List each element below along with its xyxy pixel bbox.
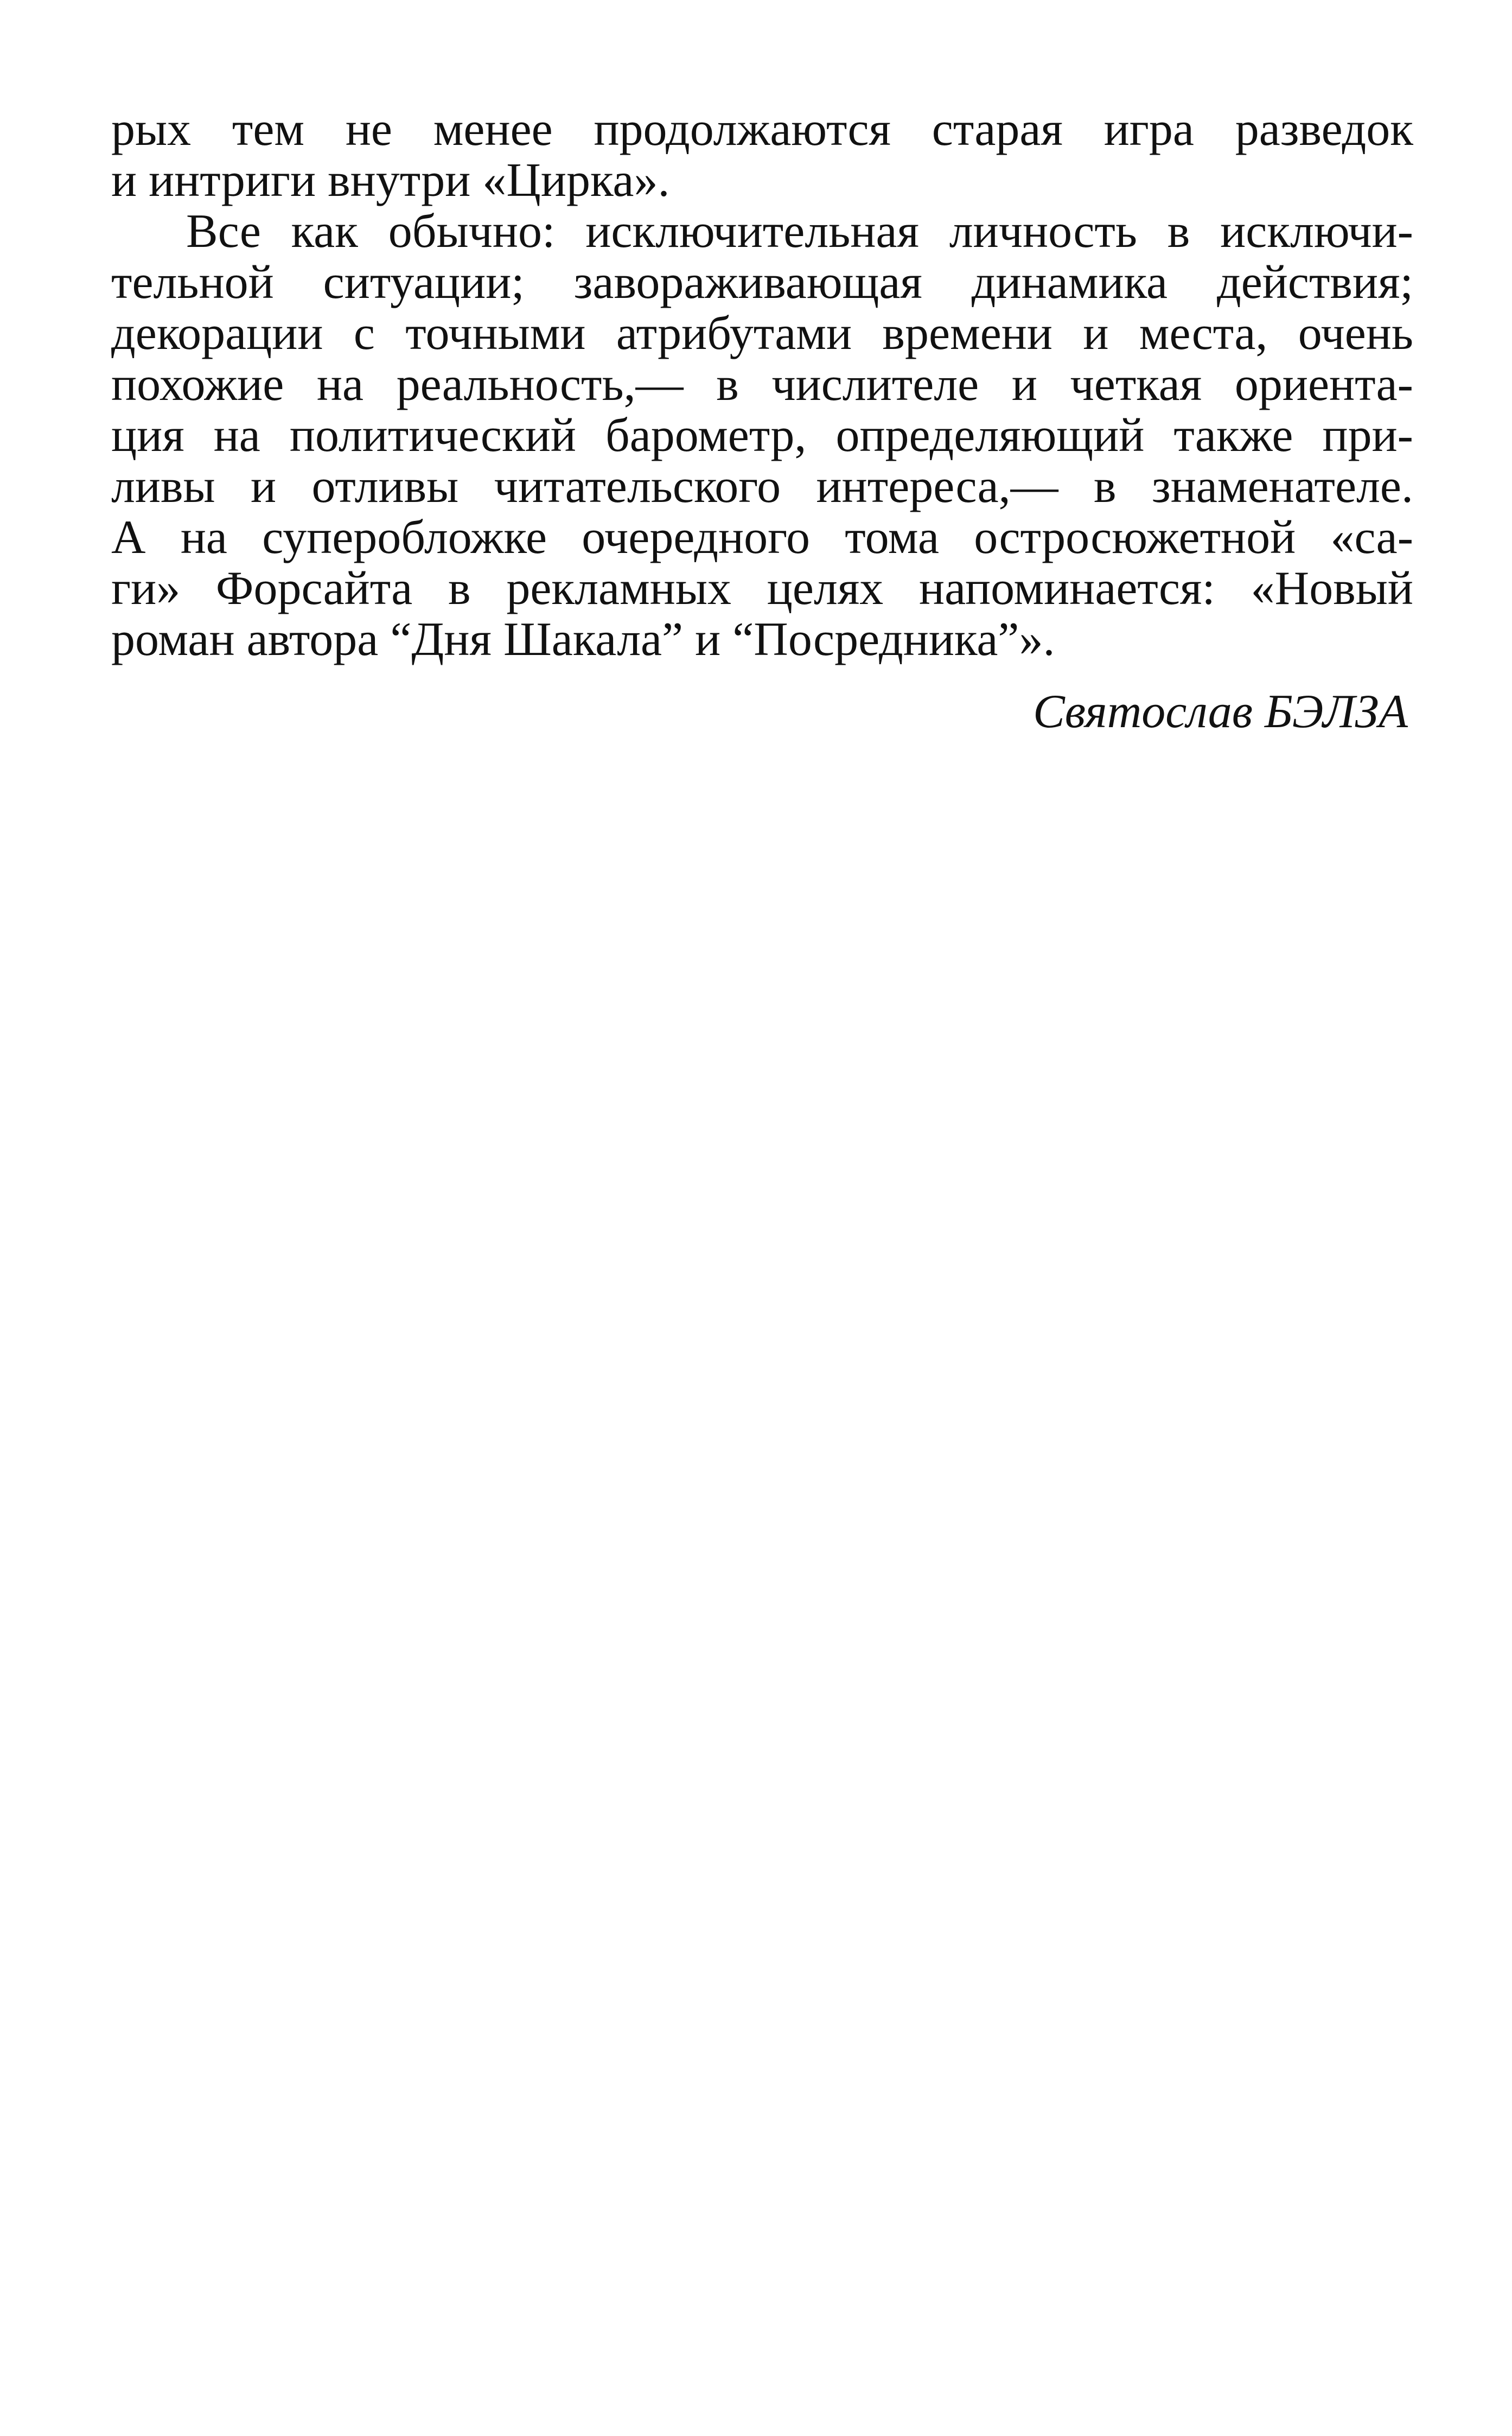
author-signature: Святослав БЭЛЗА: [1033, 685, 1408, 738]
text-line: А на суперобложке очередного тома остросюжетной «са-: [111, 511, 1413, 564]
text-line: декорации с точными атрибутами времени и места, очень: [111, 307, 1413, 360]
text-line: ги» Форсайта в рекламных целях напоминается: «Новый: [111, 562, 1413, 615]
text-line: похожие на реальность,— в числителе и четкая ориента-: [111, 358, 1413, 411]
text-line: и интриги внутри «Цирка».: [111, 154, 670, 207]
text-line: ция на политический барометр, определяющий также при-: [111, 409, 1413, 462]
text-line: ливы и отливы читательского интереса,— в знаменателе.: [111, 460, 1413, 513]
text-line: роман автора “Дня Шакала” и “Посредника”».: [111, 613, 1055, 666]
text-line: тельной ситуации; завораживающая динамика действия;: [111, 256, 1413, 309]
text-line: Все как обычно: исключительная личность в исключи-: [186, 205, 1413, 258]
text-line: рых тем не менее продолжаются старая игра разведок: [111, 103, 1413, 156]
article-text: [111, 104, 1413, 665]
